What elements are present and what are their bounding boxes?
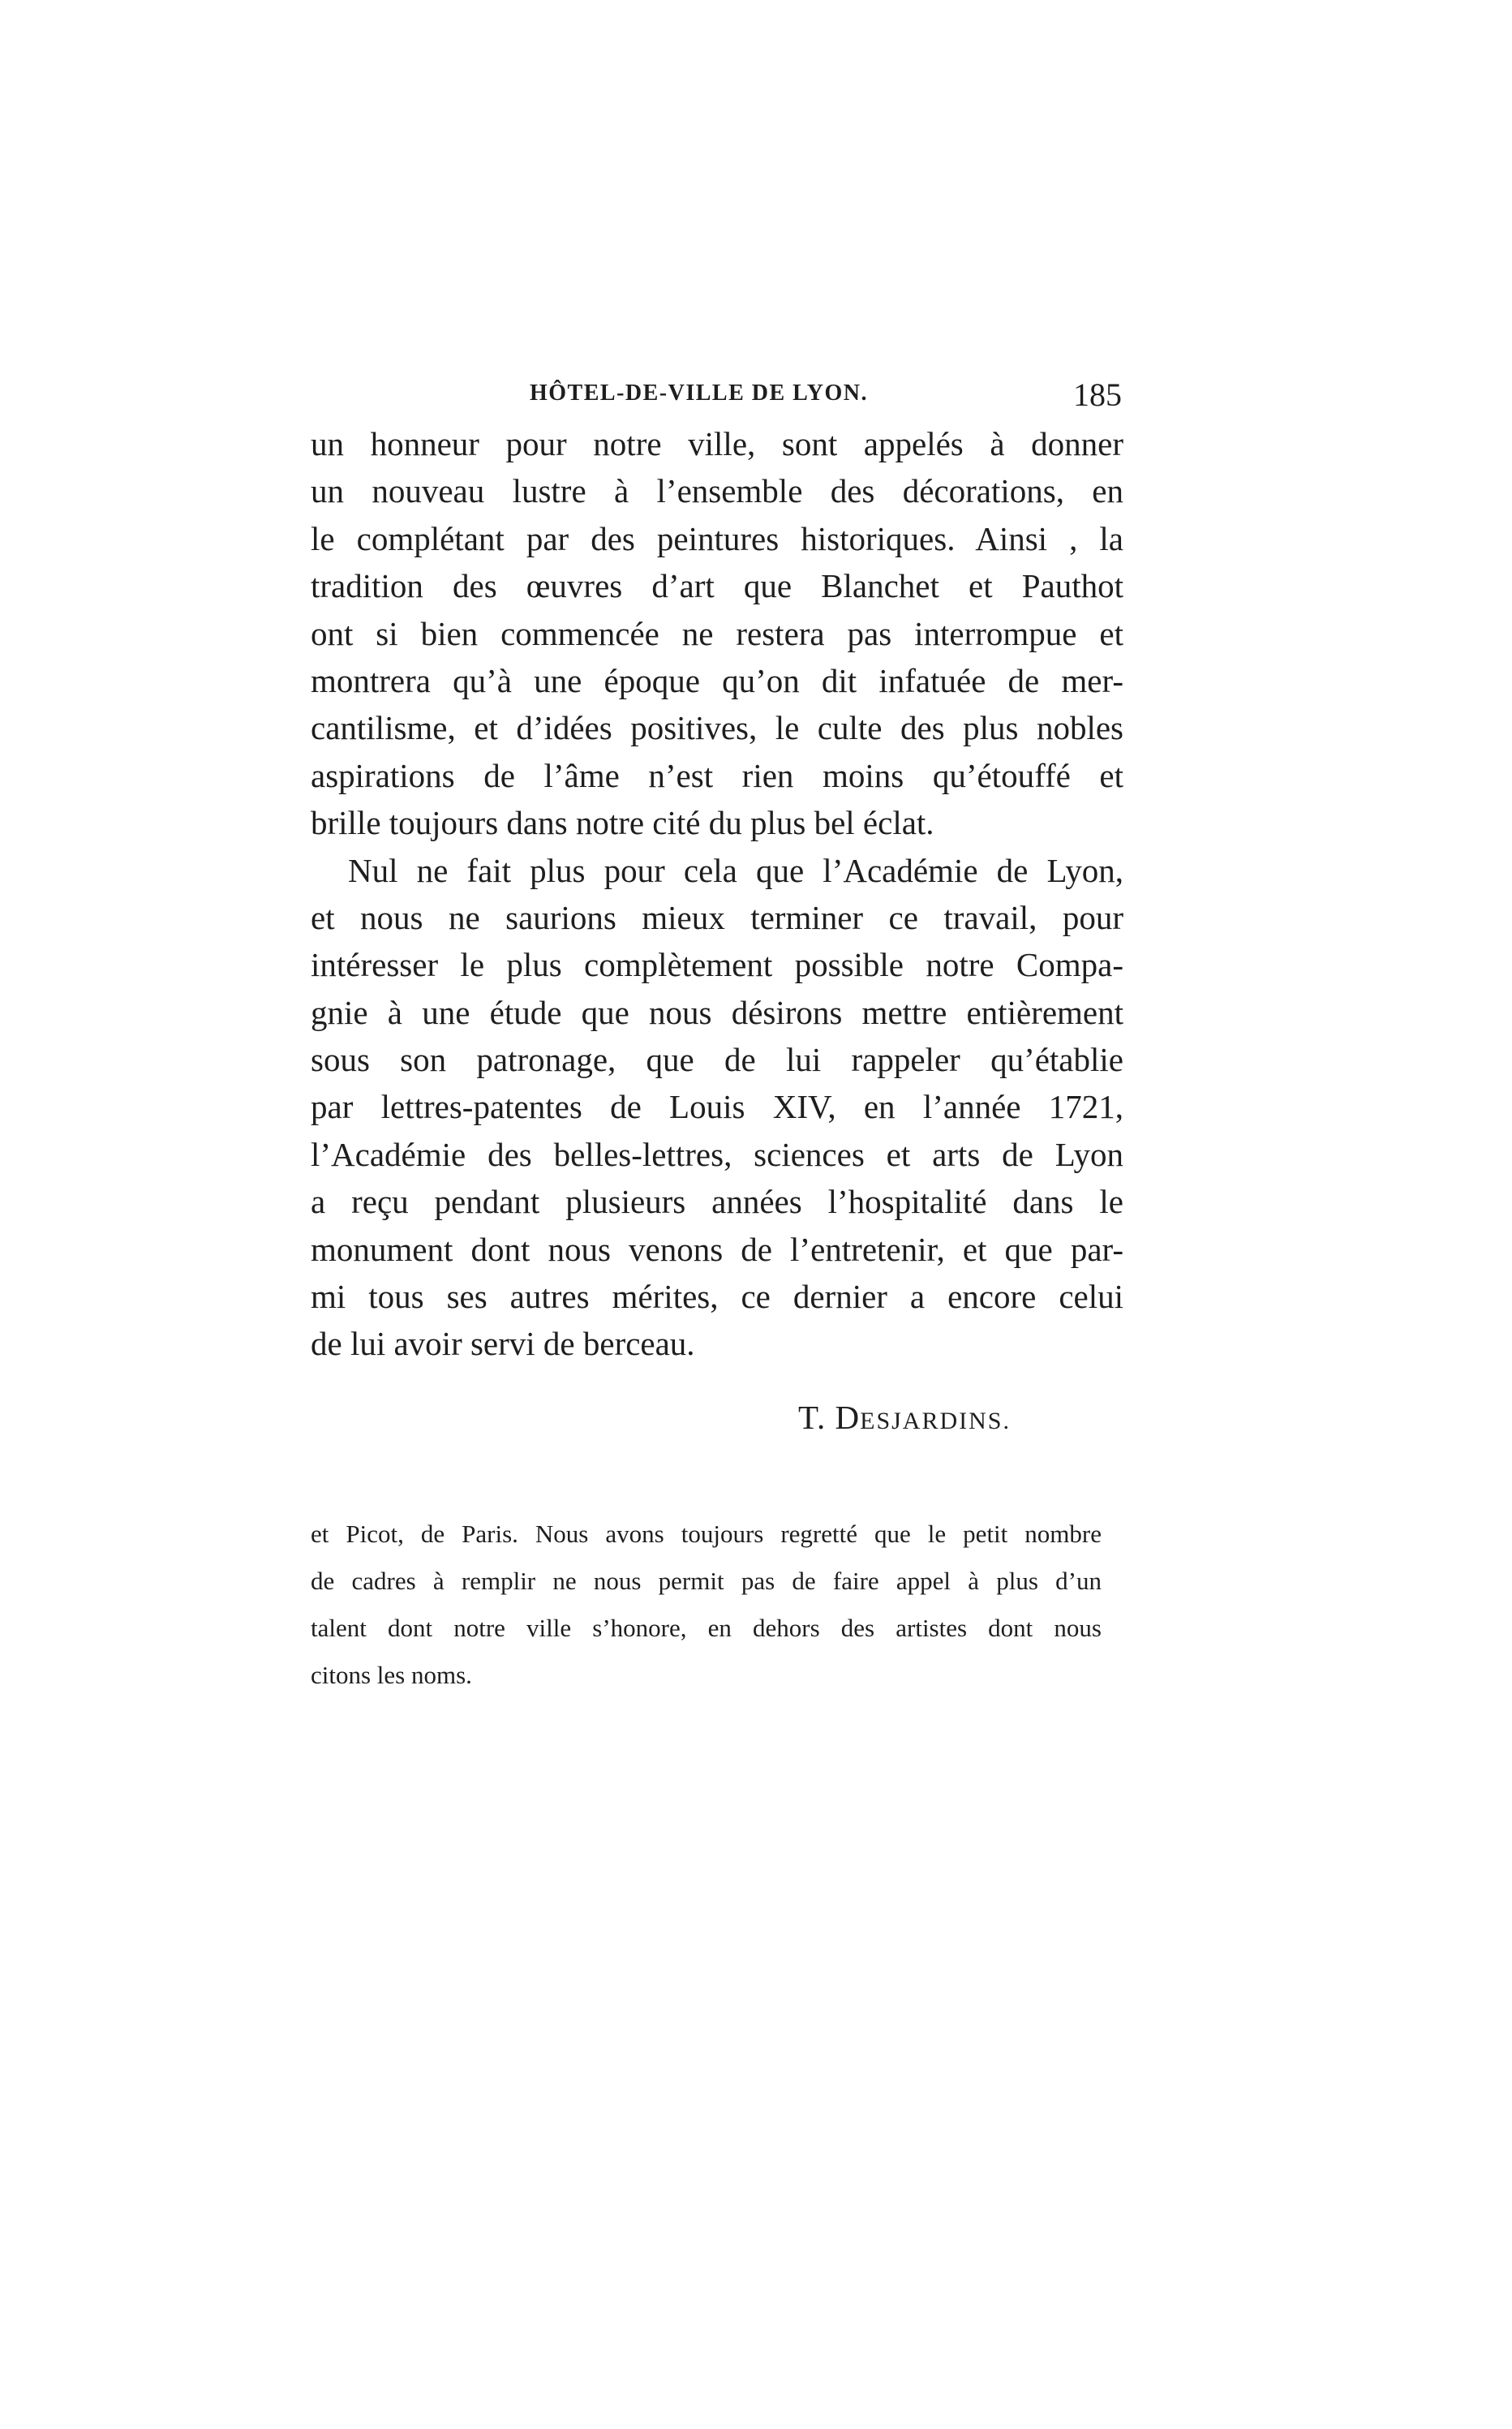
- text-line: un nouveau lustre à l’ensemble des décorations, en: [311, 472, 1123, 510]
- text-line: tradition des œuvres d’art que Blanchet et Pauthot: [311, 567, 1123, 605]
- running-head: [311, 376, 1123, 416]
- signature-surname: ESJARDINS.: [860, 1408, 1011, 1434]
- running-head-title: HÔTEL-DE-VILLE DE LYON.: [530, 380, 868, 406]
- text-line: aspirations de l’âme n’est rien moins qu’étouffé et: [311, 756, 1123, 794]
- signature-initial: T. D: [798, 1399, 861, 1436]
- text-line: ont si bien commencée ne restera pas interrompue et: [311, 614, 1123, 652]
- text-line: brille toujours dans notre cité du plus bel éclat.: [311, 804, 934, 842]
- text-line: Nul ne fait plus pour cela que l’Académie de Lyon,: [348, 851, 1123, 889]
- footnote-line: de cadres à remplir ne nous permit pas de faire appel à plus d’un: [311, 1567, 1102, 1595]
- text-line: mi tous ses autres mérites, ce dernier a encore celui: [311, 1278, 1123, 1316]
- text-line: a reçu pendant plusieurs années l’hospitalité dans le: [311, 1183, 1123, 1221]
- footnote: [311, 1511, 1102, 1699]
- page-number: 185: [1073, 376, 1122, 413]
- text-line: l’Académie des belles-lettres, sciences et arts de Lyon: [311, 1135, 1123, 1173]
- text-line: par lettres-patentes de Louis XIV, en l’année 1721,: [311, 1088, 1123, 1126]
- text-line: un honneur pour notre ville, sont appelés à donner: [311, 425, 1123, 462]
- text-line: gnie à une étude que nous désirons mettre entièrement: [311, 993, 1123, 1031]
- footnote-line: talent dont notre ville s’honore, en dehors des artistes dont nous: [311, 1614, 1102, 1642]
- author-signature: [798, 1398, 1011, 1437]
- text-line: monument dont nous venons de l’entretenir, et que par-: [311, 1230, 1123, 1268]
- text-line: cantilisme, et d’idées positives, le culte des plus nobles: [311, 709, 1123, 747]
- main-text: [311, 420, 1123, 1368]
- text-line: et nous ne saurions mieux terminer ce travail, pour: [311, 898, 1123, 936]
- footnote-line: citons les noms.: [311, 1661, 472, 1689]
- text-line: de lui avoir servi de berceau.: [311, 1325, 695, 1363]
- footnote-line: et Picot, de Paris. Nous avons toujours regretté que le petit nombre: [311, 1520, 1102, 1548]
- text-line: le complétant par des peintures historiques. Ainsi , la: [311, 519, 1123, 557]
- text-line: intéresser le plus complètement possible notre Compa-: [311, 946, 1123, 984]
- text-line: sous son patronage, que de lui rappeler qu’établie: [311, 1041, 1123, 1079]
- text-line: montrera qu’à une époque qu’on dit infatuée de mer-: [311, 661, 1123, 699]
